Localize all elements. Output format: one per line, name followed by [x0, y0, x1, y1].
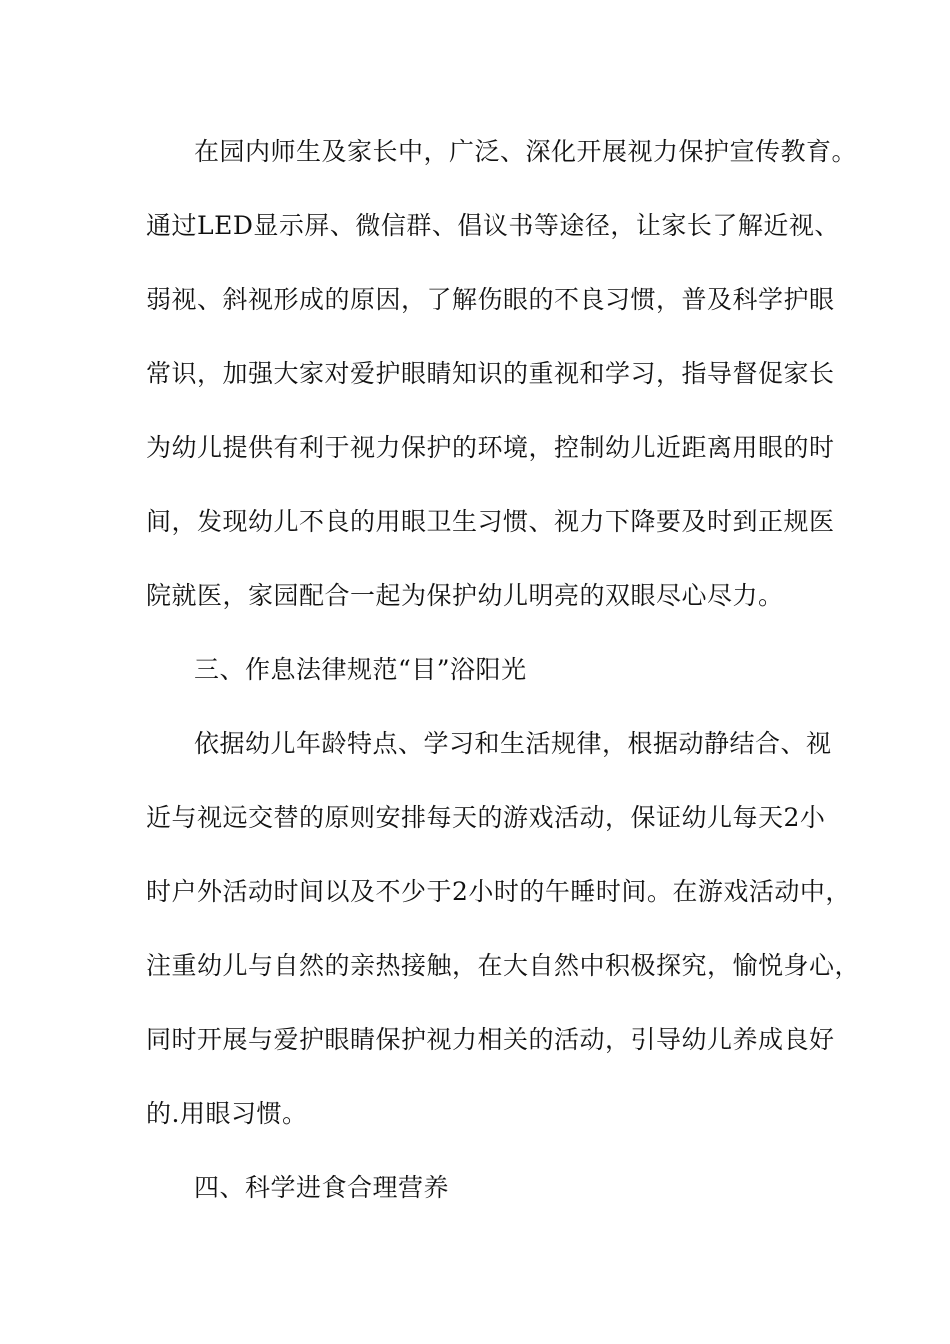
paragraph-line: 依据幼儿年龄特点、学习和生活规律，根据动静结合、视 — [194, 729, 832, 758]
paragraph-line: 间，发现幼儿不良的用眼卫生习惯、视力下降要及时到正规医 — [146, 507, 835, 536]
paragraph-line: 弱视、斜视形成的原因，了解伤眼的不良习惯，普及科学护眼 — [146, 285, 835, 314]
section-heading: 三、作息法律规范“目”浴阳光 — [194, 655, 527, 684]
paragraph-line: 时户外活动时间以及不少于2小时的午睡时间。在游戏活动中， — [146, 877, 851, 906]
paragraph-line: 近与视远交替的原则安排每天的游戏活动，保证幼儿每天2小 — [146, 803, 826, 832]
section-heading: 四、科学进食合理营养 — [194, 1173, 450, 1202]
paragraph-line: 院就医，家园配合一起为保护幼儿明亮的双眼尽心尽力。 — [146, 581, 784, 610]
paragraph-line: 的.用眼习惯。 — [146, 1099, 308, 1128]
paragraph-line: 为幼儿提供有利于视力保护的环境，控制幼儿近距离用眼的时 — [146, 433, 835, 462]
paragraph-line: 常识，加强大家对爱护眼睛知识的重视和学习，指导督促家长 — [146, 359, 835, 388]
paragraph-line: 同时开展与爱护眼睛保护视力相关的活动，引导幼儿养成良好 — [146, 1025, 835, 1054]
paragraph-line: 通过LED显示屏、微信群、倡议书等途径，让家长了解近视、 — [146, 211, 840, 240]
paragraph-line: 在园内师生及家长中，广泛、深化开展视力保护宣传教育。 — [194, 137, 858, 166]
paragraph-line: 注重幼儿与自然的亲热接触，在大自然中积极探究，愉悦身心， — [146, 951, 861, 980]
